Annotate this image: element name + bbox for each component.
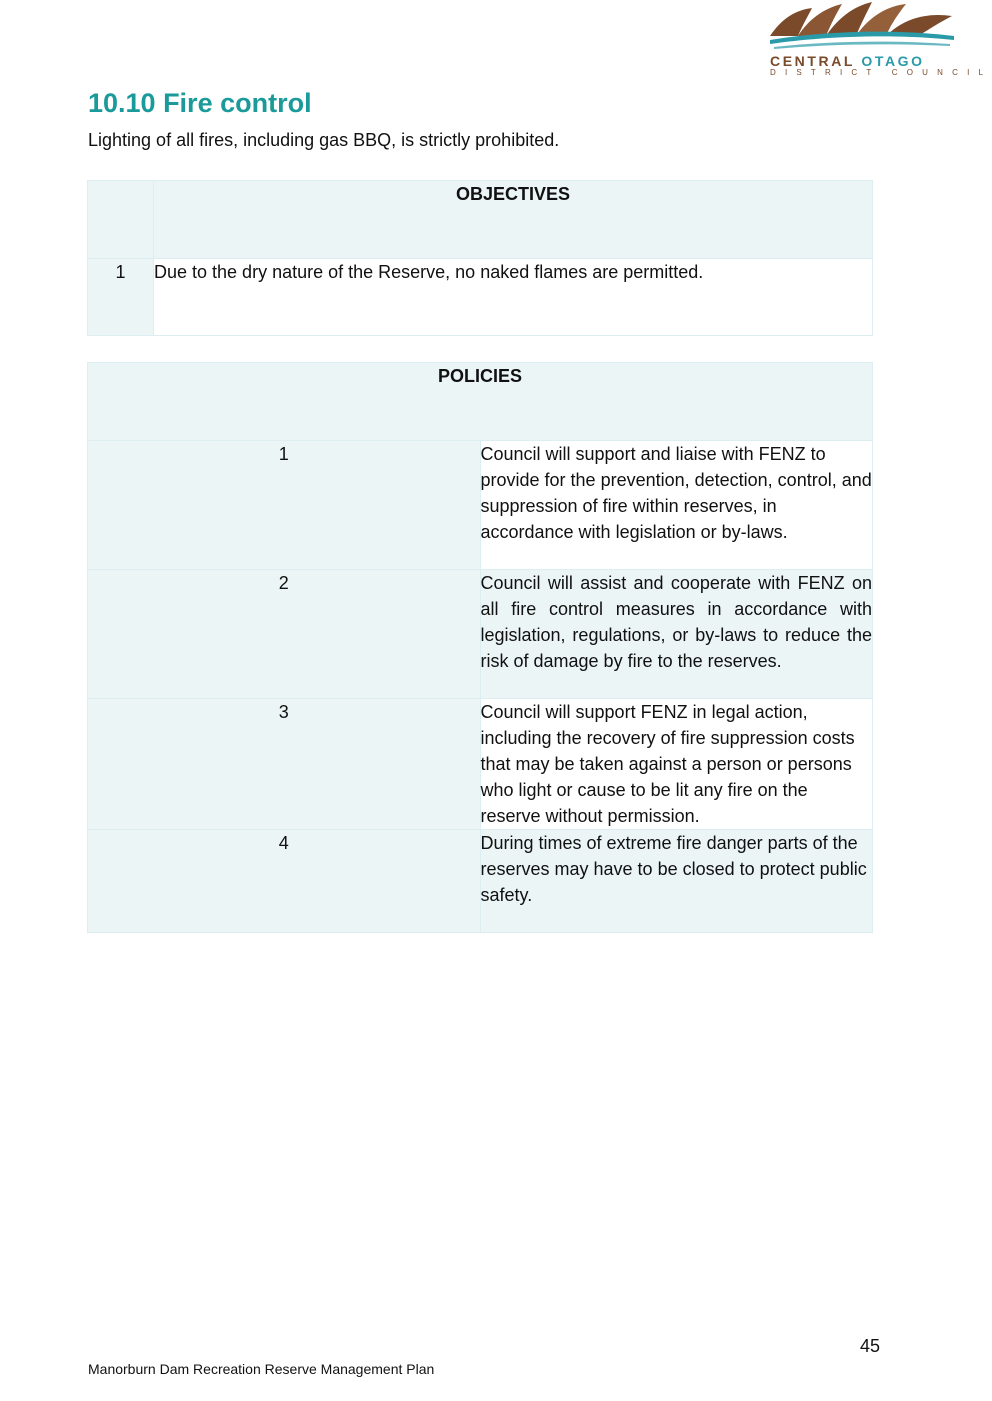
policy-number: 3 [88,699,481,830]
table-row [88,441,873,570]
policy-number: 4 [88,830,481,933]
policy-number: 1 [88,441,481,570]
objective-number: 1 [88,259,154,336]
policies-header: POLICIES [88,363,873,441]
section-title: 10.10 Fire control [88,88,312,118]
policies-header-row [88,363,873,441]
logo-subtitle: DISTRICT COUNCIL [770,68,992,77]
section-intro: Lighting of all fires, including gas BBQ, is strictly prohibited. [88,130,560,150]
policies-table [87,362,873,933]
table-row [88,830,873,933]
objective-text: Due to the dry nature of the Reserve, no naked flames are permitted. [154,259,873,336]
policy-text: Council will support FENZ in legal action, including the recovery of fire suppression costs that may be taken against a person or persons who light or cause to be lit any fire on the reserve without permission. [480,699,873,830]
page-number: 45 [860,1336,881,1356]
hills-logo-icon [768,0,956,52]
objectives-header-blank [88,181,154,259]
objectives-table [87,180,873,336]
policy-text: Council will assist and cooperate with FENZ on all fire control measures in accordance with legislation, regulations, or by-laws to reduce the risk of damage by fire to the reserves. [480,570,873,699]
policy-text: Council will support and liaise with FENZ to provide for the prevention, detection, control, and suppression of fire within reserves, in accordance with legislation or by-laws. [480,441,873,570]
table-row [88,259,873,336]
policy-number: 2 [88,570,481,699]
objectives-header-row [88,181,873,259]
footer-document-title: Manorburn Dam Recreation Reserve Management Plan [88,1361,435,1377]
table-row [88,570,873,699]
logo-wordmark: CENTRAL OTAGO [770,53,925,69]
table-row [88,699,873,830]
objectives-header: OBJECTIVES [154,181,873,259]
policy-text: During times of extreme fire danger parts of the reserves may have to be closed to protect public safety. [480,830,873,933]
council-logo [768,0,992,80]
